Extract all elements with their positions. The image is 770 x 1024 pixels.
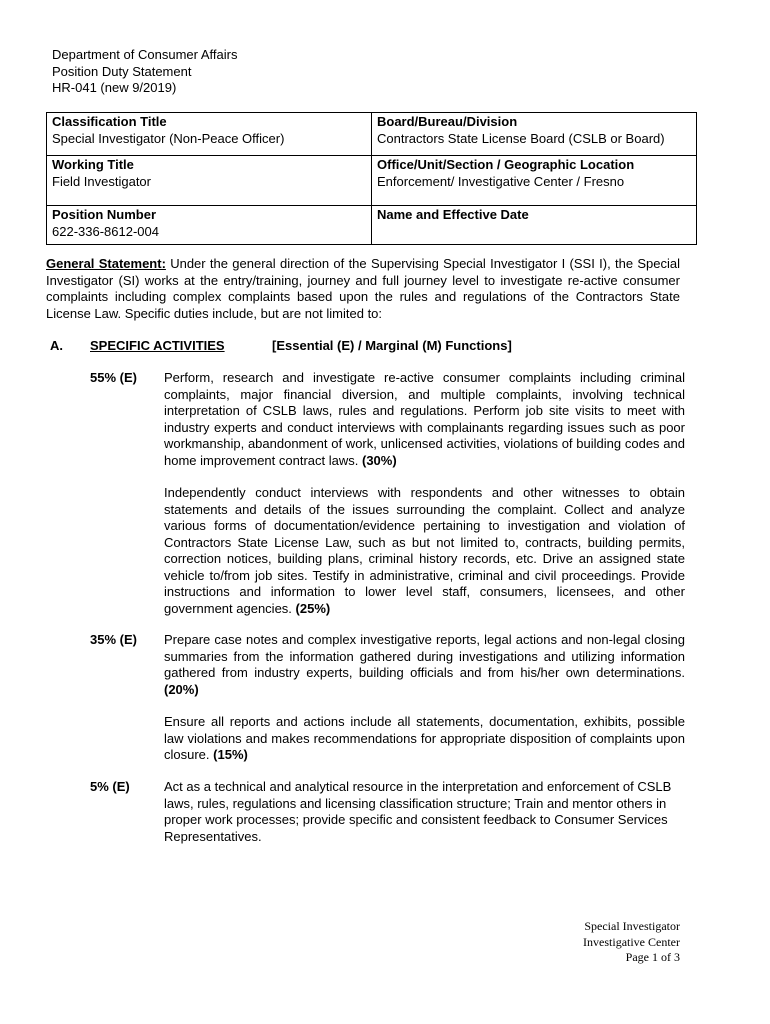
- footer-center: Investigative Center: [583, 934, 680, 949]
- activity-paragraph: Perform, research and investigate re-active consumer complaints including criminal complaints, major financial diversion, and multiple complaints, involving technical interpretation of CSLB laws, rules and regulations. Perform job site visits to meet with industry experts and conduct interviews with complainants regarding issues such as poor workmanship, abandonment of work, unlicensed activities, violations of building codes and home improvement contract laws. (30%): [164, 370, 685, 468]
- activity-weight: (25%): [295, 600, 331, 616]
- working-title-cell: [47, 156, 372, 206]
- activity-weight: (20%): [164, 681, 199, 697]
- position-number-value: 622-336-8612-004: [52, 223, 159, 239]
- department-name: Department of Consumer Affairs: [52, 47, 238, 62]
- position-number-cell: [47, 206, 372, 245]
- activity-paragraph: Ensure all reports and actions include all statements, documentation, exhibits, possible law violations and makes recommendations for appropriate disposition of complaints upon closure. (15%): [164, 714, 685, 762]
- activity-percentage: 35% (E): [90, 632, 137, 647]
- classification-value: Special Investigator (Non-Peace Officer): [52, 130, 285, 146]
- activity-paragraph: Independently conduct interviews with respondents and other witnesses to obtain statements and details of the issues surrounding the complaint. Collect and analyze various forms of documentation/evidence pertaining to investigation and violation of Contractors State License Law, such as but not limited to, contracts, building permits, correction notices, building plans, criminal history records, etc. Drive an assigned state vehicle to/from job sites. Testify in administrative, criminal and civil proceedings. Provide instructions and information to lower level staff, consumers, licensees, and other government agencies. (25%): [164, 485, 685, 616]
- office-label: Office/Unit/Section / Geographic Location: [377, 157, 635, 172]
- section-functions: [Essential (E) / Marginal (M) Functions]: [272, 338, 512, 353]
- general-statement-text: Under the general direction of the Supervising Special Investigator I (SSI I), the Special Investigator (SI) works at the entry/training, journey and full journey level to investigate re-active consumer complaints including complex complaints based upon the rules and regulations of the Contractors State License Law. Specific duties include, but are not limited to:: [46, 256, 681, 321]
- board-value: Contractors State License Board (CSLB or Board): [377, 130, 665, 146]
- activity-percentage: 55% (E): [90, 370, 137, 385]
- name-date-label: Name and Effective Date: [377, 207, 529, 222]
- section-title: SPECIFIC ACTIVITIES: [90, 338, 225, 353]
- page-number: Page 1 of 3: [625, 950, 680, 964]
- working-title-label: Working Title: [52, 157, 134, 172]
- document-type: Position Duty Statement: [52, 63, 192, 79]
- office-value: Enforcement/ Investigative Center / Fresno: [377, 173, 625, 189]
- position-info-table: [46, 112, 697, 245]
- general-statement: [46, 256, 680, 322]
- footer-position: Special Investigator: [584, 919, 680, 933]
- position-number-label: Position Number: [52, 207, 157, 222]
- classification-cell: [47, 113, 372, 156]
- page-footer: [583, 919, 680, 966]
- board-label: Board/Bureau/Division: [377, 114, 518, 129]
- activity-paragraph: Act as a technical and analytical resource in the interpretation and enforcement of CSLB laws, rules, regulations and licensing classification structure; Train and mentor others in proper work processes; provide specific and consistent feedback to Consumer Services Representatives.: [164, 779, 672, 844]
- general-statement-label: General Statement:: [46, 256, 166, 271]
- office-cell: [372, 156, 697, 206]
- activity-paragraph: Prepare case notes and complex investigative reports, legal actions and non-legal closing summaries from the information gathered during investigations and utilizing information gathered from industry experts, building officials and from his/her own determinations. (20%): [164, 632, 685, 697]
- document-header: [52, 47, 237, 97]
- form-number: HR-041 (new 9/2019): [52, 80, 177, 95]
- classification-label: Classification Title: [52, 114, 167, 129]
- activity-percentage: 5% (E): [90, 779, 130, 794]
- activity-weight: (30%): [361, 452, 397, 468]
- working-title-value: Field Investigator: [52, 173, 151, 189]
- board-cell: [372, 113, 697, 156]
- section-letter: A.: [50, 338, 63, 353]
- name-date-cell: [372, 206, 697, 245]
- activity-weight: (15%): [213, 747, 248, 762]
